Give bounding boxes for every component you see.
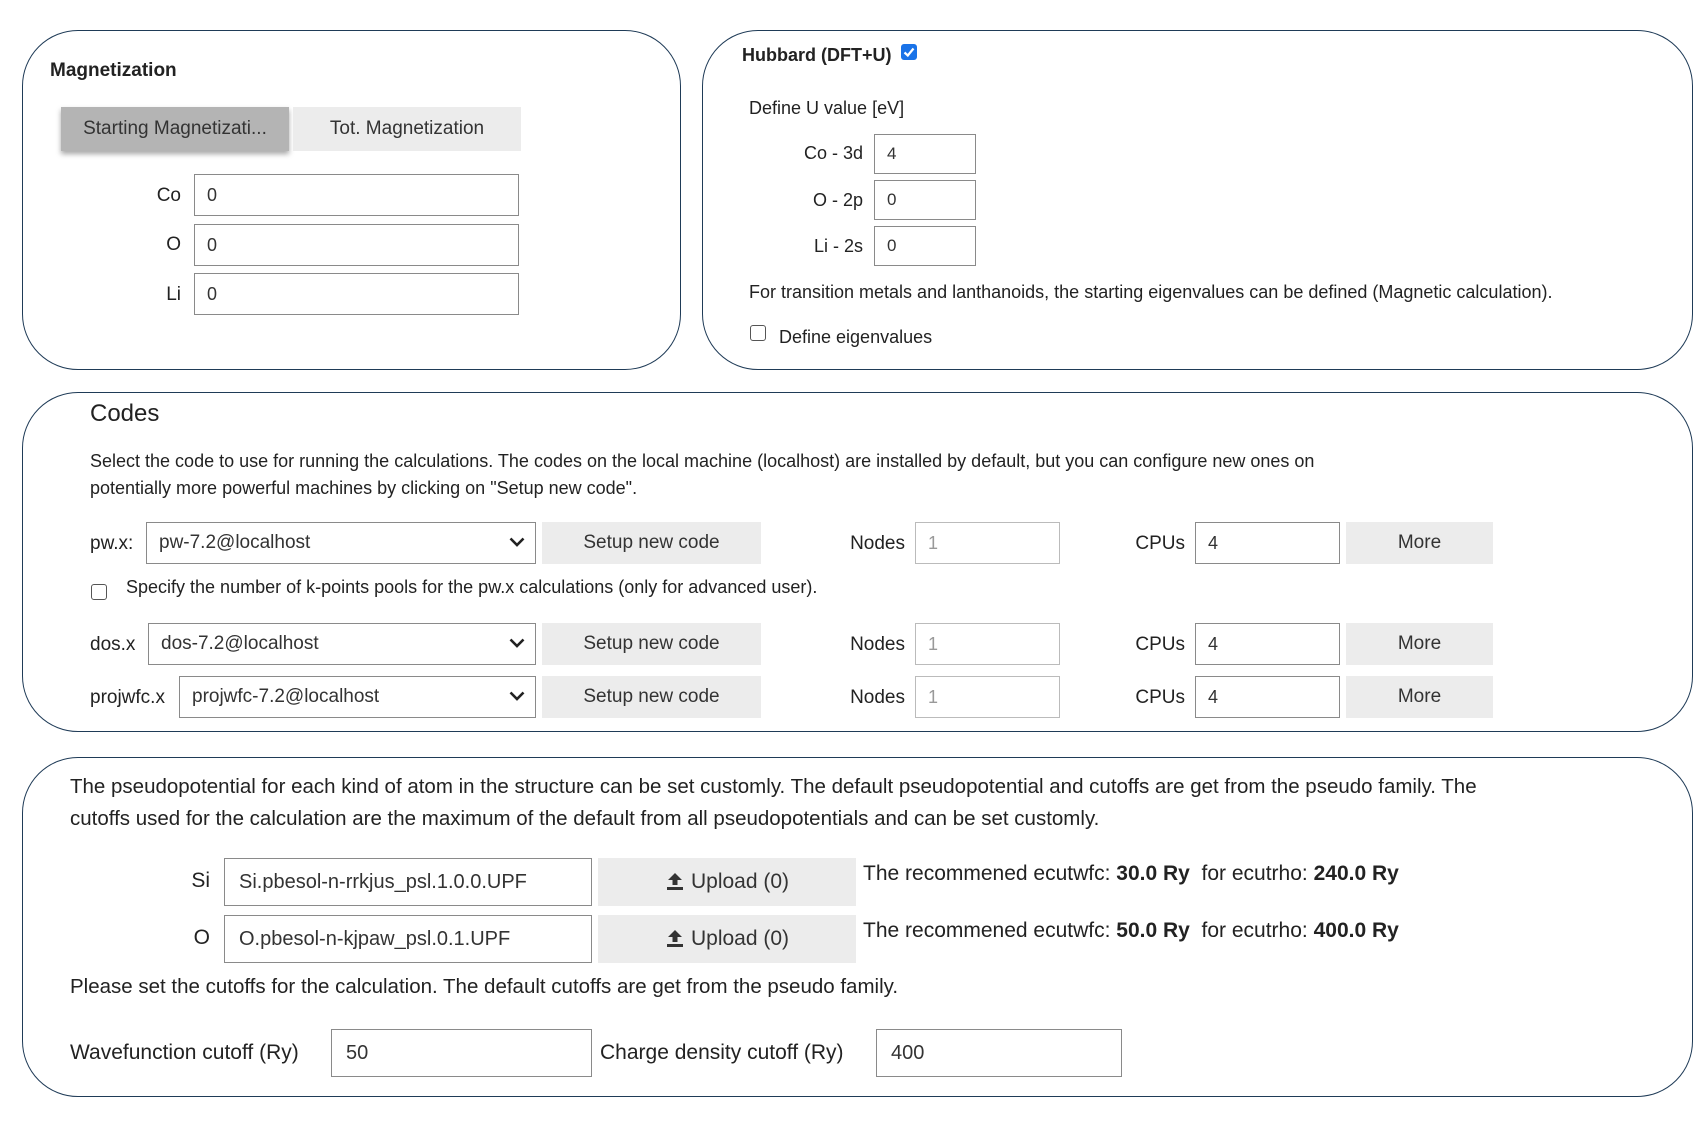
magnetization-label-o: O [166, 234, 181, 255]
rec-ecutwfc-prefix-si: The recommened ecutwfc: [863, 862, 1111, 885]
rec-ecutrho-value-si: 240.0 Ry [1313, 862, 1399, 885]
upload-button-si[interactable] [598, 858, 856, 906]
rec-ecutrho-prefix-o: for ecutrho: [1201, 919, 1308, 942]
nodes-label-projwfc: Nodes [850, 687, 905, 708]
chevron-down-icon [509, 638, 525, 648]
magnetization-input-o[interactable] [194, 224, 519, 266]
codes-title: Codes [90, 400, 160, 427]
upload-button-o[interactable] [598, 915, 856, 963]
nodes-label-pw: Nodes [850, 533, 905, 554]
hubbard-title: Hubbard (DFT+U) [742, 45, 892, 65]
code-select-dos[interactable] [148, 623, 536, 665]
cutoff-note: Please set the cutoffs for the calculation. The default cutoffs are get from the pseudo family. [70, 975, 899, 998]
rec-ecutwfc-prefix-o: The recommened ecutwfc: [863, 919, 1111, 942]
pseudo-element-o: O [193, 926, 210, 949]
nodes-input-projwfc [915, 676, 1060, 718]
code-select-dos-value: dos-7.2@localhost [161, 633, 319, 654]
magnetization-input-co[interactable] [194, 174, 519, 216]
cpus-input-pw[interactable] [1195, 522, 1340, 564]
charge-density-cutoff-input[interactable] [876, 1029, 1122, 1077]
rec-ecutrho-prefix-si: for ecutrho: [1201, 862, 1308, 885]
magnetization-title: Magnetization [50, 60, 177, 81]
rec-ecutrho-value-o: 400.0 Ry [1313, 919, 1399, 942]
rec-ecutwfc-value-si: 30.0 Ry [1116, 862, 1190, 885]
code-label-projwfc: projwfc.x [90, 687, 165, 708]
code-label-dos: dos.x [90, 634, 136, 655]
hubbard-input-co-3d[interactable] [874, 134, 976, 174]
cpus-input-dos[interactable] [1195, 623, 1340, 665]
more-button-projwfc[interactable]: More [1346, 676, 1493, 718]
setup-new-code-button-dos[interactable]: Setup new code [542, 623, 761, 665]
cpus-input-projwfc[interactable] [1195, 676, 1340, 718]
magnetization-label-co: Co [156, 185, 181, 206]
nodes-input-dos [915, 623, 1060, 665]
recommended-cutoffs-o [863, 919, 1399, 943]
hubbard-enable-checkbox[interactable] [901, 44, 917, 60]
code-select-pw-value: pw-7.2@localhost [159, 532, 311, 553]
setup-new-code-button-pw[interactable]: Setup new code [542, 522, 761, 564]
hubbard-eigen-note: For transition metals and lanthanoids, the starting eigenvalues can be defined (Magnetic calculation). [749, 282, 1553, 302]
pseudo-element-si: Si [191, 869, 210, 892]
hubbard-label-co-3d: Co - 3d [803, 143, 863, 163]
chevron-down-icon [509, 537, 525, 547]
pseudo-description-line1: The pseudopotential for each kind of atom in the structure can be set customly. The default pseudopotential and cutoffs are get from the pseudo family. The [70, 775, 1477, 798]
magnetization-input-li[interactable] [194, 273, 519, 315]
pseudo-file-o[interactable] [224, 915, 592, 963]
cpus-label-pw: CPUs [1135, 533, 1185, 554]
codes-description-line1: Select the code to use for running the calculations. The codes on the local machine (localhost) are installed by default, but you can configure new ones on [90, 451, 1315, 471]
hubbard-input-o-2p[interactable] [874, 180, 976, 220]
chevron-down-icon [509, 691, 525, 701]
kpoints-pools-checkbox[interactable] [91, 584, 107, 600]
hubbard-input-li-2s[interactable] [874, 226, 976, 266]
wavefunction-cutoff-label: Wavefunction cutoff (Ry) [70, 1041, 299, 1064]
pseudo-file-si[interactable] [224, 858, 592, 906]
codes-description-line2: potentially more powerful machines by clicking on "Setup new code". [90, 478, 638, 498]
nodes-input-pw [915, 522, 1060, 564]
code-select-projwfc[interactable] [179, 676, 536, 718]
checkmark-icon [903, 46, 915, 58]
code-select-pw[interactable] [146, 522, 536, 564]
more-button-dos[interactable]: More [1346, 623, 1493, 665]
cpus-label-dos: CPUs [1135, 634, 1185, 655]
hubbard-label-o-2p: O - 2p [812, 190, 863, 210]
charge-density-cutoff-label: Charge density cutoff (Ry) [600, 1041, 844, 1064]
more-button-pw[interactable]: More [1346, 522, 1493, 564]
rec-ecutwfc-value-o: 50.0 Ry [1116, 919, 1190, 942]
define-eigenvalues-checkbox[interactable] [750, 325, 766, 341]
hubbard-define-label: Define U value [eV] [749, 98, 905, 118]
code-select-projwfc-value: projwfc-7.2@localhost [192, 686, 380, 707]
tab-starting-magnetization[interactable]: Starting Magnetizati... [61, 107, 289, 151]
pseudo-description-line2: cutoffs used for the calculation are the maximum of the default from all pseudopotentials and can be set customly. [70, 807, 1100, 830]
hubbard-label-li-2s: Li - 2s [813, 236, 863, 256]
define-eigenvalues-label: Define eigenvalues [779, 327, 933, 347]
cpus-label-projwfc: CPUs [1135, 687, 1185, 708]
nodes-label-dos: Nodes [850, 634, 905, 655]
upload-button-o-label: Upload (0) [690, 927, 790, 950]
recommended-cutoffs-si [863, 862, 1399, 886]
upload-icon [665, 872, 685, 892]
setup-new-code-button-projwfc[interactable]: Setup new code [542, 676, 761, 718]
upload-icon [665, 929, 685, 949]
kpoints-pools-label: Specify the number of k-points pools for the pw.x calculations (only for advanced user). [126, 577, 818, 597]
magnetization-label-li: Li [166, 284, 181, 305]
wavefunction-cutoff-input[interactable] [331, 1029, 592, 1077]
tab-total-magnetization[interactable]: Tot. Magnetization [293, 107, 521, 151]
code-label-pw: pw.x: [90, 533, 134, 554]
upload-button-si-label: Upload (0) [690, 870, 790, 893]
